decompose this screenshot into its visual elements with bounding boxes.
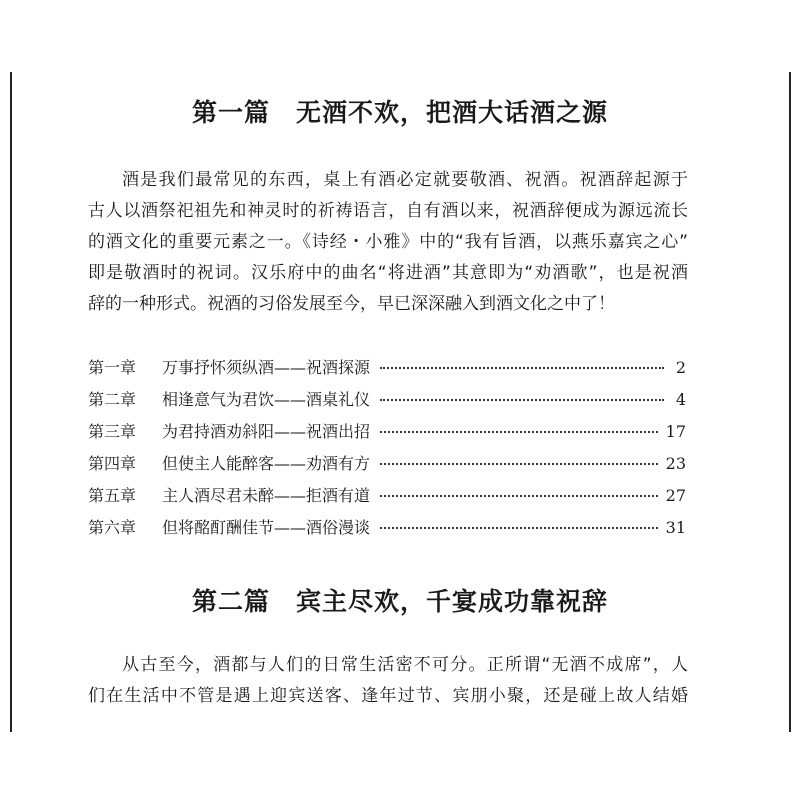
part1-number: 第一篇 [191,98,270,127]
toc-entry[interactable] [88,419,686,451]
toc-chapter-title: 但将酩酊酬佳节——酒俗漫谈 [162,518,371,537]
part1-title-text: 无酒不欢，把酒大话酒之源 [296,98,609,127]
part2-intro-line: 们在生活中不管是遇上迎宾送客、逢年过节、宾朋小聚，还是碰上故人结婚 [88,686,688,706]
part1-intro-paragraph [88,165,688,320]
toc-chapter-number: 第二章 [88,390,137,409]
toc-chapter-title: 但使主人能醉客——劝酒有方 [162,454,371,473]
toc-dot-leader [380,526,658,529]
toc-page-number: 2 [675,358,686,377]
part2-heading [0,582,800,618]
part1-intro-line: 的酒文化的重要元素之一。《诗经・小雅》中的“我有旨酒，以燕乐嘉宾之心” [88,232,688,252]
toc-dot-leader [380,398,664,401]
toc-entry[interactable] [88,515,686,547]
toc-chapter-title: 相逢意气为君饮——酒桌礼仪 [162,390,371,409]
toc-chapter-number: 第一章 [88,358,137,377]
toc-chapter-title: 为君持酒劝斜阳——祝酒出招 [162,422,371,441]
toc-chapter-number: 第六章 [88,518,137,537]
toc-chapter-number: 第四章 [88,454,137,473]
toc-page-number: 17 [665,422,686,441]
toc-dot-leader [380,462,658,465]
part1-intro-line: 酒是我们最常见的东西，桌上有酒必定就要敬酒、祝酒。祝酒辞起源于 [122,170,688,190]
part1-intro-line: 辞的一种形式。祝酒的习俗发展至今，早已深深融入到酒文化之中了！ [88,294,615,314]
toc-dot-leader [380,366,664,369]
toc-chapter-title: 主人酒尽君未醉——拒酒有道 [162,486,371,505]
toc-chapter-title: 万事抒怀须纵酒——祝酒探源 [162,358,371,377]
toc-entry[interactable] [88,355,686,387]
toc-chapter-number: 第五章 [88,486,137,505]
toc-page-number: 23 [665,454,686,473]
toc-entry[interactable] [88,483,686,515]
toc-dot-leader [380,494,658,497]
toc-entry[interactable] [88,451,686,483]
right-border-rule [789,72,791,732]
table-of-contents [88,355,686,547]
toc-dot-leader [380,430,658,433]
part2-intro-paragraph [88,650,688,712]
toc-page-number: 31 [665,518,686,537]
part1-intro-line: 即是敬酒时的祝词。汉乐府中的曲名“将进酒”其意即为“劝酒歌”，也是祝酒 [88,263,688,283]
toc-page-number: 27 [665,486,686,505]
part2-title-text: 宾主尽欢，千宴成功靠祝辞 [296,587,609,616]
part1-heading [0,93,800,129]
toc-page-number: 4 [675,390,686,409]
toc-chapter-number: 第三章 [88,422,137,441]
part2-intro-line: 从古至今，酒都与人们的日常生活密不可分。正所谓“无酒不成席”，人 [122,655,688,675]
toc-entry[interactable] [88,387,686,419]
part2-number: 第二篇 [191,587,270,616]
left-border-rule [10,72,12,732]
part1-intro-line: 古人以酒祭祀祖先和神灵时的祈祷语言，自有酒以来，祝酒辞便成为源远流长 [88,201,688,221]
